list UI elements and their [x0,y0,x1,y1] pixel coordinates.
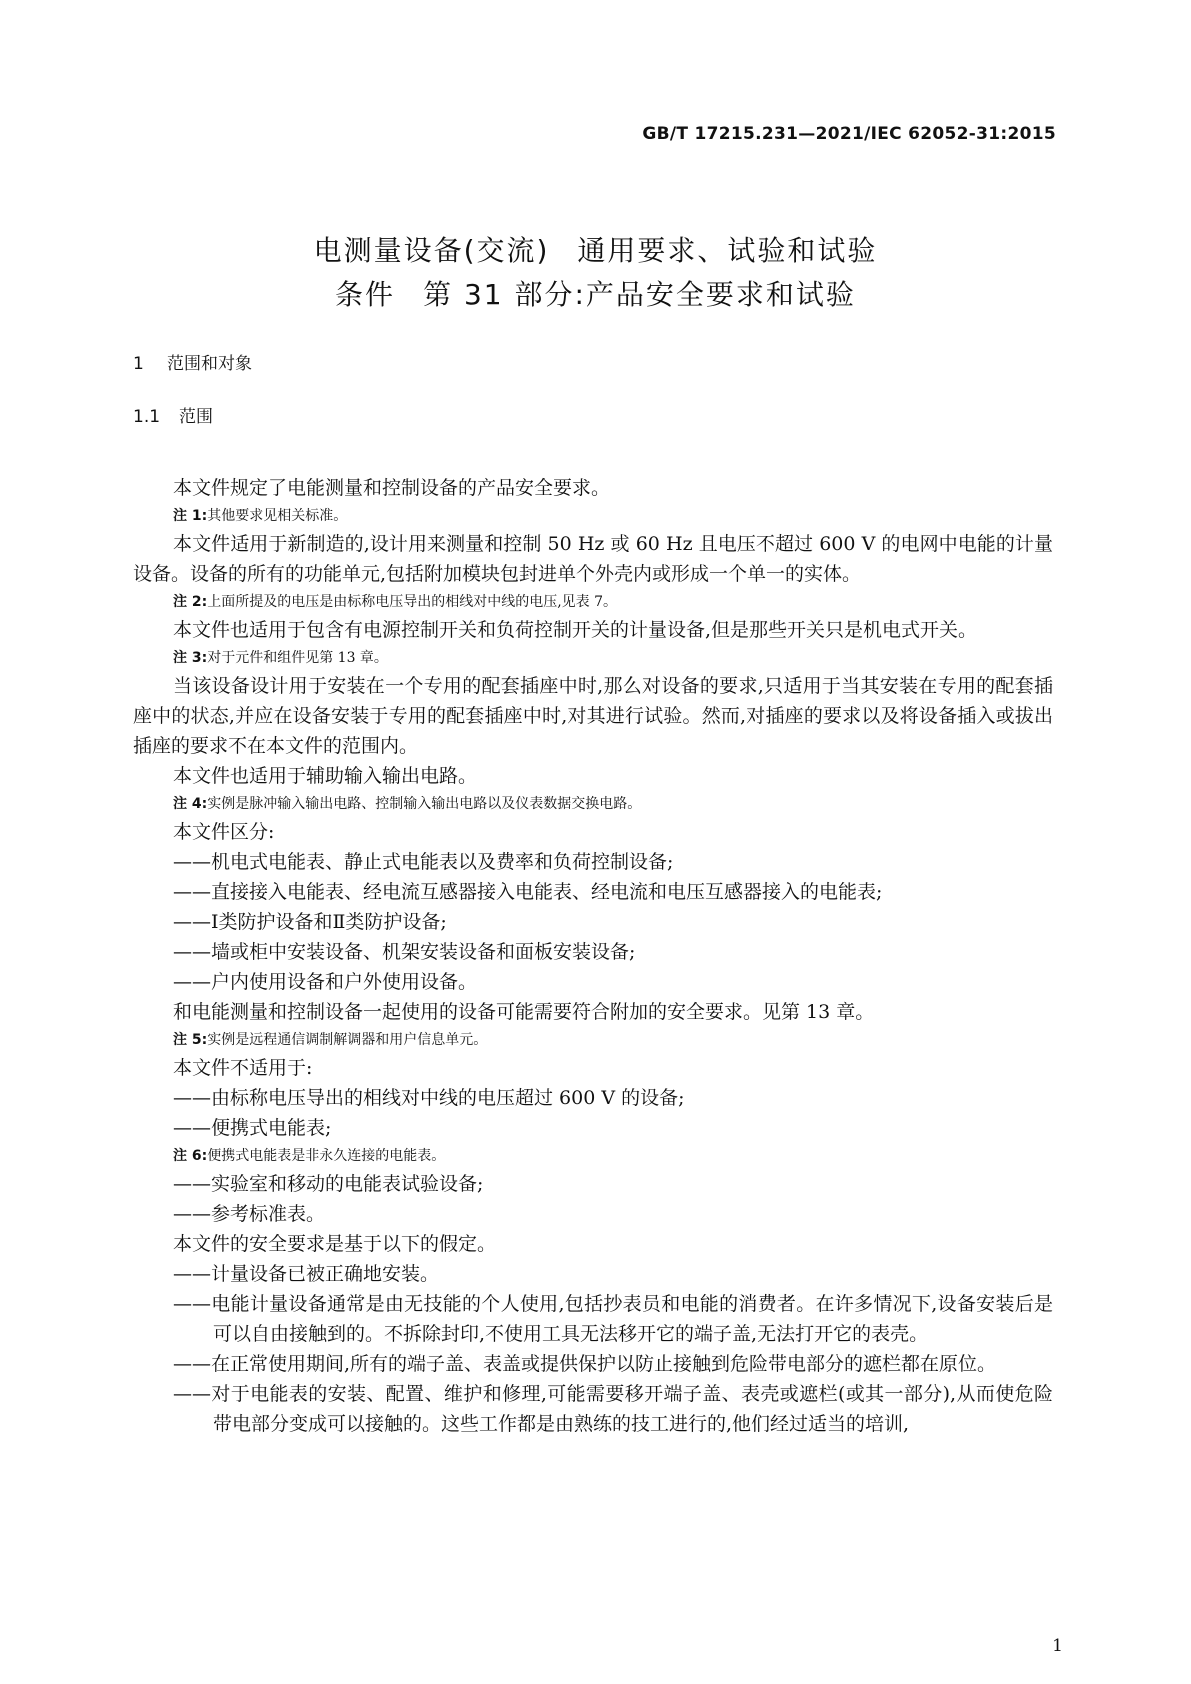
section-number: 1.1 [133,407,161,427]
paragraph: 和电能测量和控制设备一起使用的设备可能需要符合附加的安全要求。见第 13 章。 [173,1001,875,1023]
page-number: 1 [1052,1636,1063,1656]
section-heading-1 [133,349,252,374]
section-title: 范围和对象 [167,354,252,374]
note-text: 上面所提及的电压是由标称电压导出的相线对中线的电压,见表 7。 [207,594,618,610]
list-item: ——直接接入电能表、经电流互感器接入电能表、经电流和电压互感器接入的电能表; [173,881,883,903]
section-heading-1-1 [133,402,213,427]
document-title-line-2 [0,273,1191,313]
paragraph: 本文件不适用于: [173,1057,313,1079]
list-item: ——户内使用设备和户外使用设备。 [173,971,478,993]
note-text: 便携式电能表是非永久连接的电能表。 [207,1148,446,1164]
note [133,645,1053,671]
list-item: ——由标称电压导出的相线对中线的电压超过 600 V 的设备; [173,1087,685,1109]
note-label: 注 2: [173,594,208,610]
list-item: ——便携式电能表; [173,1117,332,1139]
list-item: ——机电式电能表、静止式电能表以及费率和负荷控制设备; [173,851,674,873]
paragraph: 本文件规定了电能测量和控制设备的产品安全要求。 [173,477,611,499]
note-text: 对于元件和组件见第 13 章。 [207,650,388,666]
standard-number: GB/T 17215.231—2021/IEC 62052-31:2015 [642,124,1056,144]
note [133,791,1053,817]
paragraph: 本文件区分: [173,821,275,843]
list-item: ——电能计量设备通常是由无技能的个人使用,包括抄表员和电能的消费者。在许多情况下,设备安装后是可以自由接触到的。不拆除封印,不使用工具无法移开它的端子盖,无法打开它的表壳。 [173,1293,1053,1345]
note-text: 实例是脉冲输入输出电路、控制输入输出电路以及仪表数据交换电路。 [207,796,642,812]
note-label: 注 6: [173,1148,208,1164]
list-item: ——在正常使用期间,所有的端子盖、表盖或提供保护以防止接触到危险带电部分的遮栏都在原位。 [173,1353,997,1375]
title-part: 第 31 部分:产品安全要求和试验 [423,278,856,311]
note [133,503,1053,529]
note-label: 注 1: [173,508,208,524]
paragraph: 本文件适用于新制造的,设计用来测量和控制 50 Hz 或 60 Hz 且电压不超过 600 V 的电网中电能的计量设备。设备的所有的功能单元,包括附加模块包封进单个外壳内或形成一个单一的实体。 [133,533,1053,585]
paragraph: 当该设备设计用于安装在一个专用的配套插座中时,那么对设备的要求,只适用于当其安装在专用的配套插座中的状态,并应在设备安装于专用的配套插座中时,对其进行试验。然而,对插座的要求以及将设备插入或拔出插座的要求不在本文件的范围内。 [133,675,1053,757]
paragraph: 本文件也适用于包含有电源控制开关和负荷控制开关的计量设备,但是那些开关只是机电式开关。 [173,619,978,641]
list-item: ——对于电能表的安装、配置、维护和修理,可能需要移开端子盖、表壳或遮栏(或其一部分),从而使危险带电部分变成可以接触的。这些工作都是由熟练的技工进行的,他们经过适当的培训, [173,1383,1053,1435]
document-title-line-1 [0,229,1191,269]
note-text: 实例是远程通信调制解调器和用户信息单元。 [207,1032,488,1048]
list-item: ——参考标准表。 [173,1203,326,1225]
title-part: 通用要求、试验和试验 [577,234,878,267]
paragraph: 本文件的安全要求是基于以下的假定。 [173,1233,497,1255]
list-item: ——Ⅰ类防护设备和Ⅱ类防护设备; [173,911,447,933]
note-label: 注 3: [173,650,208,666]
title-part: 电测量设备(交流) [313,234,550,267]
note-text: 其他要求见相关标准。 [207,508,348,524]
list-item: ——实验室和移动的电能表试验设备; [173,1173,484,1195]
list-item: ——墙或柜中安装设备、机架安装设备和面板安装设备; [173,941,636,963]
note-label: 注 5: [173,1032,208,1048]
title-part: 条件 [335,278,396,311]
paragraph: 本文件也适用于辅助输入输出电路。 [173,765,478,787]
note [133,589,1053,615]
body-text [133,473,1053,1439]
note [133,1027,1053,1053]
section-number: 1 [133,354,144,374]
section-title: 范围 [179,407,213,427]
note [133,1143,1053,1169]
note-label: 注 4: [173,796,208,812]
list-item: ——计量设备已被正确地安装。 [173,1263,440,1285]
